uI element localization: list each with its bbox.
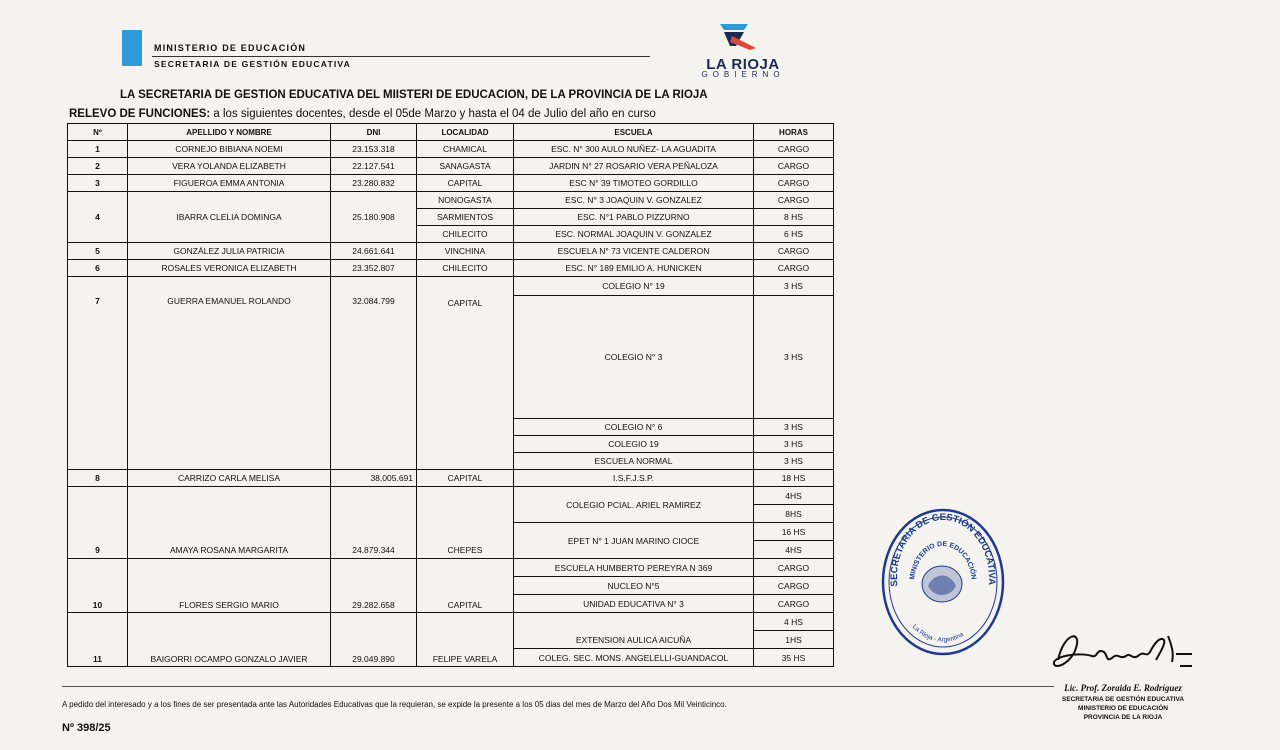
seal-inner-text: MINISTERIO DE EDUCACIÓN [909,540,977,581]
locality: CAPITAL [417,277,514,470]
hours: 16 HS [754,523,834,541]
footer-divider [62,686,1054,687]
hours: 18 HS [754,470,834,487]
school: ESC. N° 300 AULO NUÑEZ- LA AGUADITA [514,141,754,158]
teacher-name: FIGUEROA EMMA ANTONIA [128,175,331,192]
teacher-dni: 29.049.890 [331,613,417,667]
school: EPET N° 1 JUAN MARINO CIOCE [514,523,754,559]
locality: NONOGASTA [417,192,514,209]
signer-title-line: SECRETARIA DE GESTIÓN EDUCATIVA [1061,696,1185,703]
teacher-dni: 25.180.908 [331,192,417,243]
teacher-name: IBARRA CLELIA DOMINGA [128,192,331,243]
locality: CAPITAL [417,559,514,613]
teacher-name: CORNEJO BIBIANA NOEMI [128,141,331,158]
teacher-name: GONZÁLEZ JULIA PATRICIA [128,243,331,260]
teacher-dni: 22.127.541 [331,158,417,175]
hours: CARGO [754,577,834,595]
hours: CARGO [754,260,834,277]
school: I.S.F.J.S.P. [514,470,754,487]
school: COLEGIO N° 3 [514,296,754,419]
logo-title: LA RIOJA [706,56,780,73]
hours: CARGO [754,141,834,158]
school: JARDIN N° 27 ROSARIO VERA PEÑALOZA [514,158,754,175]
row-number: 3 [68,175,128,192]
school: COLEGIO PCIAL. ARIEL RAMIREZ [514,487,754,523]
row-number: 8 [68,470,128,487]
school: COLEGIO 19 [514,436,754,453]
locality: SARMIENTOS [417,209,514,226]
seal-bottom-text: La Rioja - Argentina [910,623,965,644]
table-row [68,487,834,505]
table-row [68,559,834,577]
footer-text: A pedido del interesado y a los fines de ser presentada ante las Autoridades Educativas que la requieran, se expide la presente a los 05 dias del mes de Marzo del Año Dos Mil Veinticinco. [62,700,727,709]
logo-subtitle: GOBIERNO [701,70,785,79]
locality: CHAMICAL [417,141,514,158]
locality: CAPITAL [417,175,514,192]
hours: 3 HS [754,436,834,453]
subtitle-label: RELEVO DE FUNCIONES: [69,108,211,120]
hours: 4 HS [754,613,834,631]
school: ESC. NORMAL JOAQUIN V. GONZALEZ [514,226,754,243]
document-number: Nº 398/25 [62,722,111,734]
teacher-name: GUERRA EMANUEL ROLANDO [128,277,331,470]
col-header: DNI [331,124,417,141]
teachers-table [67,123,834,667]
table-row [68,277,834,296]
school: COLEGIO N° 19 [514,277,754,296]
table-row [68,260,834,277]
hours: 35 HS [754,649,834,667]
hours: 3 HS [754,296,834,419]
subtitle-text: a los siguientes docentes, desde el 05de Marzo y hasta el 04 de Julio del año en curso [210,108,656,120]
signer-name: Lic. Prof. Zoraida E. Rodríguez [1064,683,1182,693]
table-row [68,192,834,209]
school: ESCUELA NORMAL [514,453,754,470]
teacher-name: AMAYA ROSANA MARGARITA [128,487,331,559]
row-number: 1 [68,141,128,158]
teacher-dni: 23.352.807 [331,260,417,277]
teacher-name: ROSALES VERONICA ELIZABETH [128,260,331,277]
school: ESC. N° 3 JOAQUIN V. GONZALEZ [514,192,754,209]
locality: FELIPE VARELA [417,613,514,667]
hours: 8HS [754,505,834,523]
handwritten-signature-icon [1046,626,1196,678]
document-subtitle [69,108,656,120]
school: ESC. N° 189 EMILIO A. HUNICKEN [514,260,754,277]
table-row [68,470,834,487]
hours: 6 HS [754,226,834,243]
hours: 3 HS [754,453,834,470]
hours: CARGO [754,192,834,209]
hours: CARGO [754,243,834,260]
school: ESCUELA N° 73 VICENTE CALDERON [514,243,754,260]
school: ESC. N°1 PABLO PIZZURNO [514,209,754,226]
signer-title-line: PROVINCIA DE LA RIOJA [1083,714,1163,721]
hours: 3 HS [754,419,834,436]
row-number: 2 [68,158,128,175]
table-row [68,158,834,175]
ministry-color-bar [122,30,142,66]
teacher-dni: 24.879.344 [331,487,417,559]
row-number: 6 [68,260,128,277]
hours: CARGO [754,595,834,613]
locality: CAPITAL [417,470,514,487]
school: COLEG. SEC. MONS. ANGELELLI-GUANDACOL [514,649,754,667]
hours: 1HS [754,631,834,649]
teacher-dni: 38.005.691 [331,470,417,487]
row-number: 11 [68,613,128,667]
teacher-dni: 23.153.318 [331,141,417,158]
school: COLEGIO N° 6 [514,419,754,436]
teacher-name: BAIGORRI OCAMPO GONZALO JAVIER [128,613,331,667]
row-number: 9 [68,487,128,559]
col-header: HORAS [754,124,834,141]
locality: CHILECITO [417,226,514,243]
table-row [68,613,834,631]
header-divider [152,56,650,57]
hours: CARGO [754,158,834,175]
col-header: ESCUELA [514,124,754,141]
teacher-dni: 29.282.658 [331,559,417,613]
hours: 4HS [754,541,834,559]
row-number: 5 [68,243,128,260]
teacher-name: FLORES SERGIO MARIO [128,559,331,613]
locality: SANAGASTA [417,158,514,175]
table-row [68,243,834,260]
table-row [68,141,834,158]
locality: CHEPES [417,487,514,559]
teacher-name: CARRIZO CARLA MELISA [128,470,331,487]
school: ESCUELA HUMBERTO PEREYRA N 369 [514,559,754,577]
teacher-dni: 32.084.799 [331,277,417,470]
hours: 3 HS [754,277,834,296]
hours: 4HS [754,487,834,505]
table-row [68,175,834,192]
school: EXTENSION AULICA AICUÑA [514,613,754,649]
document-title: LA SECRETARIA DE GESTION EDUCATIVA DEL MIISTERI DE EDUCACION, DE LA PROVINCIA DE LA RIOJA [120,89,708,101]
locality: VINCHINA [417,243,514,260]
row-number: 10 [68,559,128,613]
hours: CARGO [754,175,834,192]
row-number: 7 [68,277,128,470]
ministry-name: MINISTERIO DE EDUCACIÓN [154,43,307,53]
teacher-dni: 24.661.641 [331,243,417,260]
school: NUCLEO N°5 [514,577,754,595]
col-header: LOCALIDAD [417,124,514,141]
hours: CARGO [754,559,834,577]
row-number: 4 [68,192,128,243]
col-header: APELLIDO Y NOMBRE [128,124,331,141]
school: UNIDAD EDUCATIVA N° 3 [514,595,754,613]
official-seal-icon [880,506,1006,658]
secretariat-name: SECRETARIA DE GESTIÓN EDUCATIVA [154,59,351,69]
seal-ring-text: SECRETARIA DE GESTIÓN EDUCATIVA [888,511,998,587]
table-header-row [68,124,834,141]
hours: 8 HS [754,209,834,226]
signer-title-line: MINISTERIO DE EDUCACIÓN [1078,705,1168,712]
school: ESC N° 39 TIMOTEO GORDILLO [514,175,754,192]
locality: CHILECITO [417,260,514,277]
teacher-name: VERA YOLANDA ELIZABETH [128,158,331,175]
col-header: Nº [68,124,128,141]
teacher-dni: 23.280.832 [331,175,417,192]
